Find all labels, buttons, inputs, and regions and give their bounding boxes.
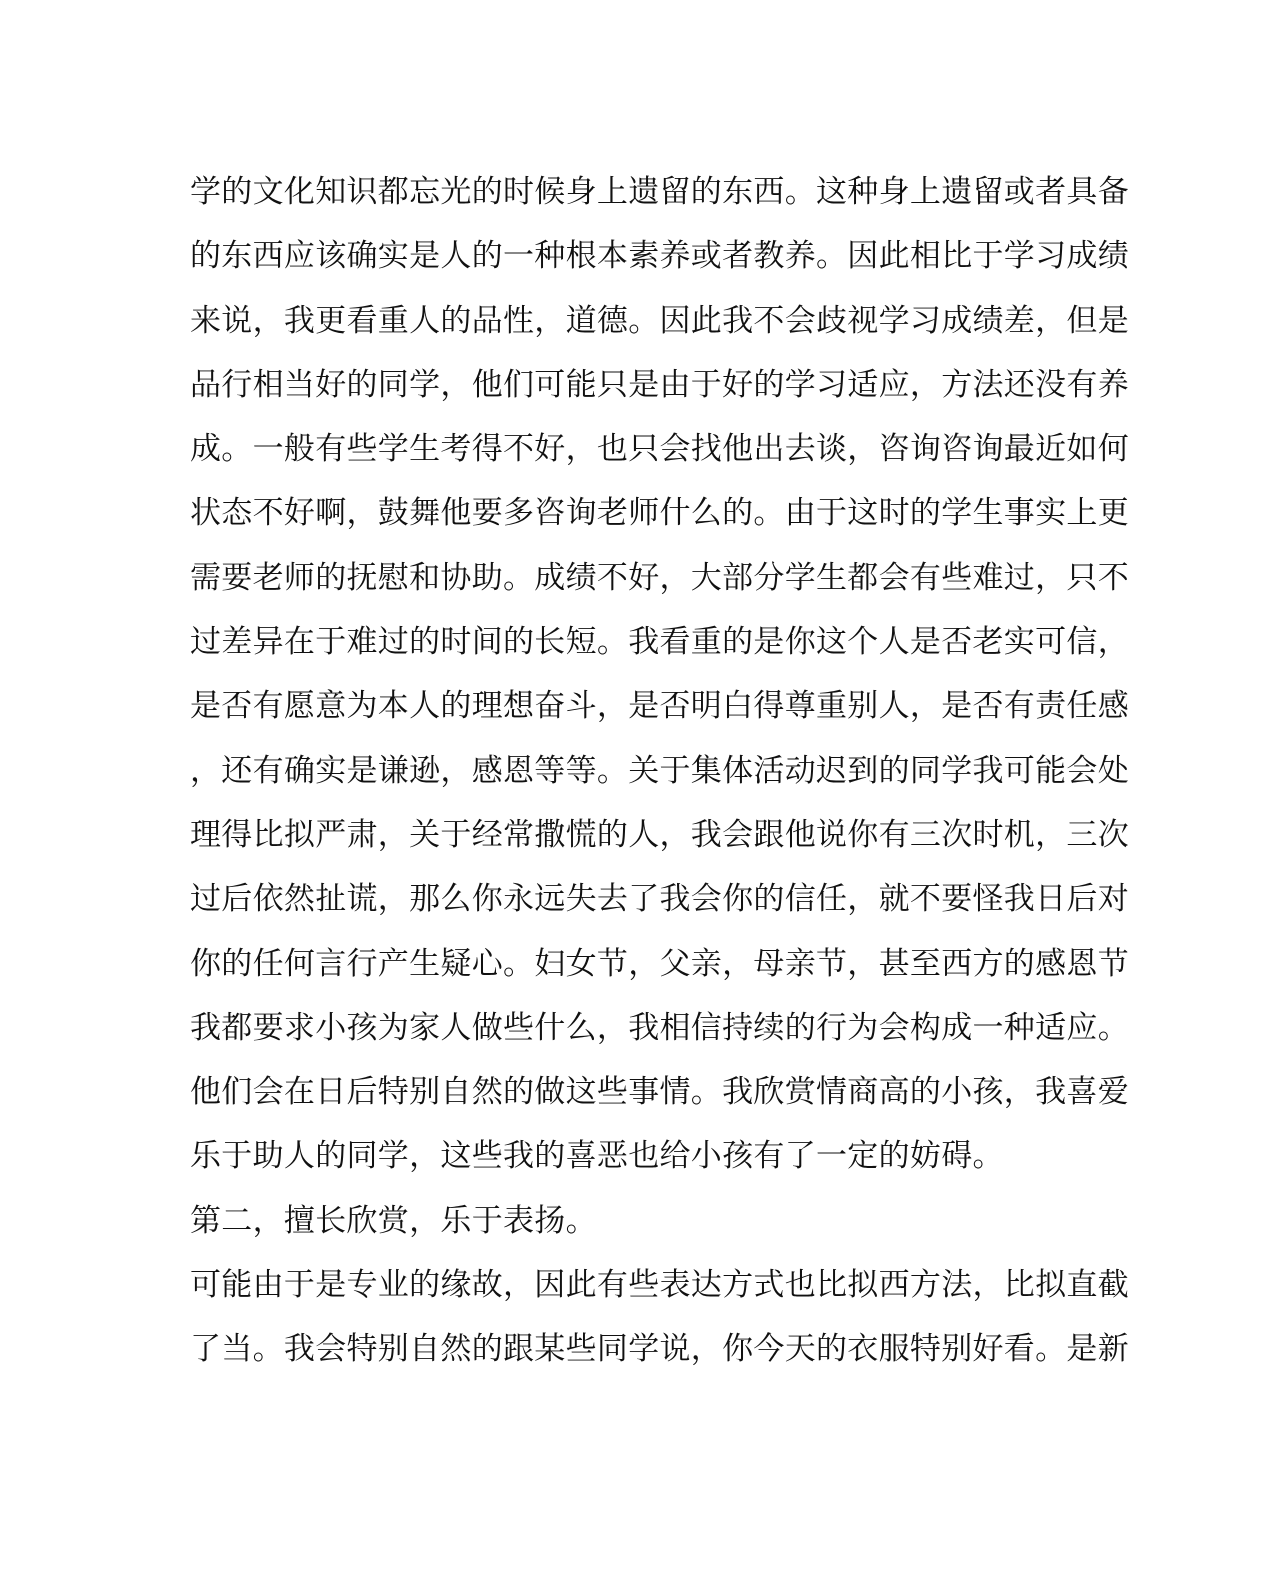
text-line: 的东西应该确实是人的一种根本素养或者教养。因此相比于学习成绩 — [190, 238, 1129, 275]
section-heading: 第二，擅长欣赏，乐于表扬。 — [190, 1202, 597, 1239]
text-line: 需要老师的抚慰和协助。成绩不好，大部分学生都会有些难过，只不 — [190, 559, 1129, 596]
body-text — [190, 160, 1129, 1382]
text-line: 成。一般有些学生考得不好，也只会找他出去谈，咨询咨询最近如何 — [190, 431, 1129, 468]
text-line: 学的文化知识都忘光的时候身上遗留的东西。这种身上遗留或者具备 — [190, 174, 1129, 210]
text-line: 品行相当好的同学，他们可能只是由于好的学习适应，方法还没有养 — [190, 366, 1129, 403]
text-line: 理得比拟严肃，关于经常撒慌的人，我会跟他说你有三次时机，三次 — [190, 816, 1129, 853]
text-line: 我都要求小孩为家人做些什么，我相信持续的行为会构成一种适应。 — [190, 1009, 1129, 1046]
text-line: 了当。我会特别自然的跟某些同学说，你今天的衣服特别好看。是新 — [190, 1331, 1129, 1368]
text-line: 过后依然扯谎，那么你永远失去了我会你的信任，就不要怪我日后对 — [190, 881, 1129, 918]
text-line: 是否有愿意为本人的理想奋斗，是否明白得尊重别人，是否有责任感 — [190, 688, 1129, 725]
text-line: 可能由于是专业的缘故，因此有些表达方式也比拟西方法，比拟直截 — [190, 1267, 1129, 1304]
text-line: 他们会在日后特别自然的做这些事情。我欣赏情商高的小孩，我喜爱 — [190, 1074, 1129, 1111]
text-line: ，还有确实是谦逊，感恩等等。关于集体活动迟到的同学我可能会处 — [190, 752, 1129, 789]
text-line: 状态不好啊，鼓舞他要多咨询老师什么的。由于这时的学生事实上更 — [190, 495, 1129, 532]
text-line: 乐于助人的同学，这些我的喜恶也给小孩有了一定的妨碍。 — [190, 1138, 1004, 1175]
text-line: 过差异在于难过的时间的长短。我看重的是你这个人是否老实可信， — [190, 624, 1129, 661]
text-line: 来说，我更看重人的品性，道德。因此我不会歧视学习成绩差，但是 — [190, 302, 1129, 339]
text-line: 你的任何言行产生疑心。妇女节，父亲，母亲节，甚至西方的感恩节 — [190, 945, 1129, 982]
